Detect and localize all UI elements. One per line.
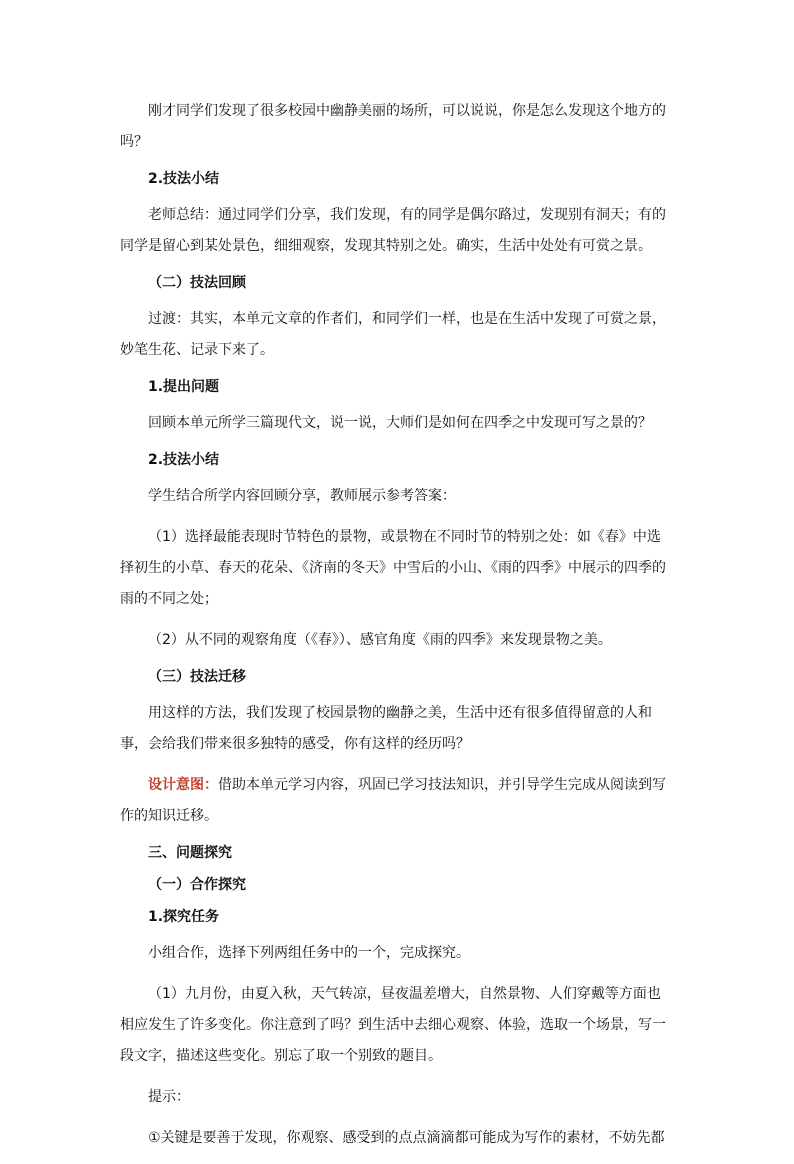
paragraph: （2）从不同的观察角度（《春》）、感官角度《雨的四季》来发现景物之美。 (148, 632, 612, 648)
section-heading: （二）技法回顾 (148, 275, 246, 291)
section-heading: 1.提出问题 (148, 379, 220, 395)
section-heading: 2.技法小结 (148, 452, 220, 468)
paragraph: 学生结合所学内容回顾分享，教师展示参考答案： (148, 488, 456, 504)
design-intent-paragraph (120, 770, 668, 832)
paragraph: 老师总结：通过同学们分享，我们发现，有的同学是偶尔路过，发现别有洞天；有的同学是留心到某处景色，细细观察，发现其特别之处。确实，生活中处处有可赏之景。 (120, 207, 666, 254)
design-intent-text: 借助本单元学习内容，巩固已学习技法知识，并引导学生完成从阅读到写作的知识迁移。 (120, 777, 666, 824)
paragraph: 刚才同学们发现了很多校园中幽静美丽的场所，可以说说，你是怎么发现这个地方的吗？ (120, 103, 666, 150)
paragraph: 小组合作，选择下列两组任务中的一个，完成探究。 (148, 945, 470, 961)
paragraph: （1）九月份，由夏入秋，天气转凉，昼夜温差增大，自然景物、人们穿戴等方面也相应发生了许多变化。你注意到了吗？到生活中去细心观察、体验，选取一个场景，写一段文字，描述这些变化。别忘了取一个别致的题目。 (120, 986, 666, 1064)
section-heading: （三）技法迁移 (148, 669, 246, 685)
paragraph: 提示： (148, 1089, 190, 1105)
paragraph: 回顾本单元所学三篇现代文，说一说，大师们是如何在四季之中发现可写之景的？ (148, 415, 652, 431)
section-heading: 2.技法小结 (148, 171, 220, 187)
design-intent-label: 设计意图： (148, 777, 218, 793)
document-page (120, 96, 668, 1164)
section-heading: 1.探究任务 (148, 909, 220, 925)
paragraph: （1）选择最能表现时节特色的景物，或景物在不同时节的特别之处：如《春》中选择初生的小草、春天的花朵、《济南的冬天》中雪后的小山、《雨的四季》中展示的四季的雨的不同之处； (120, 529, 666, 607)
paragraph: ①关键是要善于发现，你观察、感受到的点点滴滴都可能成为写作的素材，不妨先都 (148, 1130, 665, 1146)
paragraph: 过渡：其实，本单元文章的作者们，和同学们一样，也是在生活中发现了可赏之景，妙笔生花、记录下来了。 (120, 311, 666, 358)
section-heading: 三、问题探究 (148, 845, 232, 861)
section-heading: （一）合作探究 (148, 877, 246, 893)
paragraph: 用这样的方法，我们发现了校园景物的幽静之美，生活中还有很多值得留意的人和事，会给我们带来很多独特的感受，你有这样的经历吗？ (120, 705, 652, 752)
